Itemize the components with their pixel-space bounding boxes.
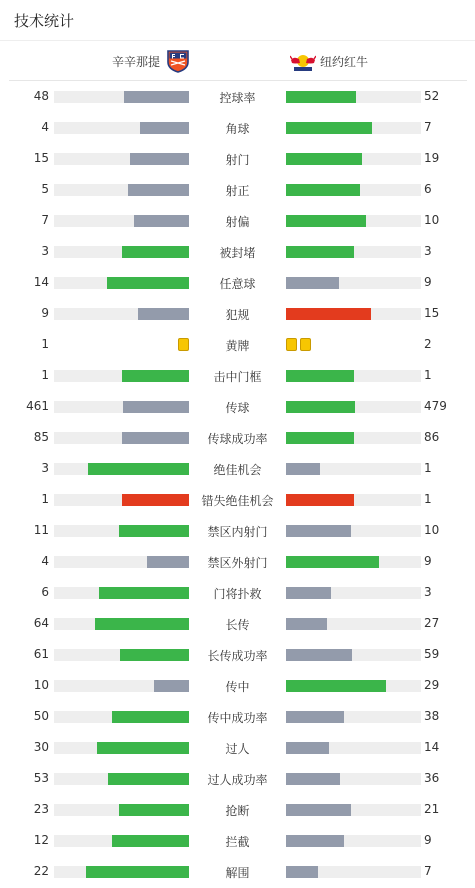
- yellow-card-icon: [300, 338, 311, 351]
- away-bar-track: [286, 277, 421, 289]
- away-bar-track: [286, 153, 421, 165]
- stats-list: [0, 81, 475, 887]
- stat-label: 长传: [225, 618, 250, 632]
- home-stat-value: 9: [41, 306, 49, 320]
- home-stat-value: 64: [33, 616, 49, 630]
- away-stat-value: 6: [424, 182, 432, 196]
- home-bar-track: [54, 153, 189, 165]
- stat-label: 射门: [225, 153, 250, 167]
- home-stat-value: 1: [41, 337, 49, 351]
- stat-label: 传球成功率: [207, 432, 268, 446]
- stat-label: 拦截: [225, 835, 250, 849]
- stat-label: 犯规: [225, 308, 250, 322]
- away-stat-value: 86: [424, 430, 440, 444]
- home-bar-track: [54, 246, 189, 258]
- home-stat-value: 7: [41, 213, 49, 227]
- home-stat-value: 1: [41, 492, 49, 506]
- away-stat-value: 21: [424, 802, 440, 816]
- away-bar-track: [286, 215, 421, 227]
- home-bar-track: [54, 742, 189, 754]
- stat-label: 传球: [225, 401, 250, 415]
- away-bar-fill: [286, 525, 351, 537]
- away-stat-value: 15: [424, 306, 440, 320]
- home-bar-fill: [122, 370, 190, 382]
- away-bar-track: [286, 587, 421, 599]
- stat-row: [0, 515, 475, 546]
- home-stat-value: 61: [33, 647, 49, 661]
- stat-row: [0, 205, 475, 236]
- away-stat-value: 9: [424, 275, 432, 289]
- away-stat-value: 10: [424, 523, 440, 537]
- home-bar-fill: [112, 835, 189, 847]
- home-bar-fill: [88, 463, 189, 475]
- away-bar-track: [286, 463, 421, 475]
- away-stat-value: 1: [424, 492, 432, 506]
- stat-row: [0, 484, 475, 515]
- away-stat-value: 479: [424, 399, 447, 413]
- home-stat-value: 15: [33, 151, 49, 165]
- stat-label: 传中成功率: [207, 711, 268, 725]
- away-bar-fill: [286, 370, 354, 382]
- away-bar-fill: [286, 463, 320, 475]
- stat-label: 门将扑救: [213, 587, 262, 601]
- home-bar-track: [54, 215, 189, 227]
- home-bar-track: [54, 711, 189, 723]
- away-stat-value: 7: [424, 120, 432, 134]
- section-header: [0, 0, 475, 41]
- home-stat-value: 30: [33, 740, 49, 754]
- home-bar-fill: [122, 432, 189, 444]
- away-bar-track: [286, 401, 421, 413]
- home-team-name: 辛辛那提: [111, 54, 160, 69]
- page-title: 技术统计: [14, 12, 75, 30]
- home-bar-fill: [120, 649, 189, 661]
- home-bar-track: [54, 277, 189, 289]
- away-team-name: 纽约红牛: [320, 54, 369, 69]
- home-stat-value: 10: [33, 678, 49, 692]
- away-bar-track: [286, 835, 421, 847]
- away-stat-value: 3: [424, 585, 432, 599]
- home-bar-fill: [107, 277, 189, 289]
- away-bar-track: [286, 432, 421, 444]
- away-stat-value: 1: [424, 368, 432, 382]
- home-bar-track: [54, 680, 189, 692]
- away-bar-fill: [286, 494, 354, 506]
- away-bar-fill: [286, 773, 340, 785]
- stat-row: [0, 81, 475, 112]
- home-stat-value: 3: [41, 244, 49, 258]
- home-stat-value: 14: [33, 275, 49, 289]
- away-bar-track: [286, 308, 421, 320]
- fc-cincinnati-crest-icon: [166, 49, 190, 73]
- home-stat-value: 53: [33, 771, 49, 785]
- home-bar-track: [54, 618, 189, 630]
- away-bar-fill: [286, 122, 372, 134]
- home-bar-fill: [119, 525, 189, 537]
- home-bar-fill: [86, 866, 189, 878]
- away-bar-track: [286, 184, 421, 196]
- home-bar-fill: [140, 122, 189, 134]
- teams-header: [9, 41, 467, 81]
- yellow-card-icon: [286, 338, 297, 351]
- away-bar-fill: [286, 618, 327, 630]
- away-bar-fill: [286, 246, 354, 258]
- home-bar-fill: [99, 587, 189, 599]
- home-bar-track: [54, 91, 189, 103]
- stat-row: [0, 391, 475, 422]
- away-stat-value: 7: [424, 864, 432, 878]
- away-bar-track: [286, 711, 421, 723]
- home-stat-value: 11: [33, 523, 49, 537]
- away-bar-track: [286, 618, 421, 630]
- home-bar-track: [54, 556, 189, 568]
- away-bar-track: [286, 494, 421, 506]
- stat-row: [0, 763, 475, 794]
- stat-label: 禁区内射门: [207, 525, 268, 539]
- home-bar-fill: [112, 711, 189, 723]
- stat-label: 击中门框: [213, 370, 262, 384]
- away-bar-track: [286, 742, 421, 754]
- home-bar-fill: [128, 184, 189, 196]
- home-stat-value: 3: [41, 461, 49, 475]
- away-bar-track: [286, 370, 421, 382]
- home-bar-track: [54, 122, 189, 134]
- home-bar-track: [54, 184, 189, 196]
- home-bar-fill: [154, 680, 189, 692]
- home-cards: [178, 338, 189, 351]
- away-bar-track: [286, 649, 421, 661]
- home-bar-track: [54, 432, 189, 444]
- stat-row: [0, 298, 475, 329]
- home-bar-track: [54, 463, 189, 475]
- ny-red-bulls-crest-icon: [290, 50, 316, 72]
- away-stat-value: 3: [424, 244, 432, 258]
- away-bar-track: [286, 556, 421, 568]
- away-bar-fill: [286, 680, 386, 692]
- stat-row: [0, 360, 475, 391]
- away-bar-track: [286, 525, 421, 537]
- home-stat-value: 12: [33, 833, 49, 847]
- away-team[interactable]: [290, 49, 368, 73]
- home-stat-value: 1: [41, 368, 49, 382]
- home-bar-fill: [138, 308, 189, 320]
- home-stat-value: 461: [26, 399, 49, 413]
- home-team[interactable]: [112, 49, 190, 73]
- stat-row: [0, 825, 475, 856]
- away-bar-fill: [286, 277, 339, 289]
- stat-row: [0, 174, 475, 205]
- home-bar-track: [54, 835, 189, 847]
- stat-label: 过人成功率: [207, 773, 268, 787]
- stat-label: 任意球: [219, 277, 256, 291]
- away-stat-value: 9: [424, 554, 432, 568]
- stat-label: 射偏: [225, 215, 250, 229]
- away-bar-fill: [286, 866, 318, 878]
- stat-row: [0, 143, 475, 174]
- home-stat-value: 50: [33, 709, 49, 723]
- away-stat-value: 14: [424, 740, 440, 754]
- home-bar-track: [54, 649, 189, 661]
- stat-label: 射正: [225, 184, 250, 198]
- stat-row: [0, 112, 475, 143]
- home-bar-fill: [122, 494, 190, 506]
- stat-row: [0, 608, 475, 639]
- home-stat-value: 4: [41, 554, 49, 568]
- away-bar-fill: [286, 649, 352, 661]
- home-stat-value: 6: [41, 585, 49, 599]
- away-stat-value: 1: [424, 461, 432, 475]
- away-bar-track: [286, 122, 421, 134]
- away-stat-value: 9: [424, 833, 432, 847]
- stat-row: [0, 453, 475, 484]
- away-stat-value: 29: [424, 678, 440, 692]
- away-bar-track: [286, 91, 421, 103]
- away-stat-value: 2: [424, 337, 432, 351]
- home-bar-fill: [147, 556, 189, 568]
- stat-row: [0, 794, 475, 825]
- away-bar-track: [286, 866, 421, 878]
- away-stat-value: 52: [424, 89, 440, 103]
- stat-row: [0, 639, 475, 670]
- home-bar-track: [54, 370, 189, 382]
- home-bar-track: [54, 308, 189, 320]
- home-bar-fill: [122, 246, 190, 258]
- home-bar-fill: [134, 215, 189, 227]
- home-bar-fill: [130, 153, 189, 165]
- home-bar-fill: [124, 91, 189, 103]
- away-bar-fill: [286, 91, 356, 103]
- stat-label: 长传成功率: [207, 649, 268, 663]
- away-bar-fill: [286, 401, 355, 413]
- stat-label: 角球: [225, 122, 250, 136]
- stat-row: [0, 422, 475, 453]
- away-stat-value: 27: [424, 616, 440, 630]
- away-bar-fill: [286, 742, 329, 754]
- away-bar-track: [286, 804, 421, 816]
- stat-row: [0, 701, 475, 732]
- stat-label: 过人: [225, 742, 250, 756]
- stat-label: 被封堵: [219, 246, 256, 260]
- away-bar-track: [286, 773, 421, 785]
- away-bar-fill: [286, 153, 362, 165]
- home-stat-value: 48: [33, 89, 49, 103]
- home-bar-track: [54, 773, 189, 785]
- home-bar-track: [54, 804, 189, 816]
- away-bar-fill: [286, 556, 379, 568]
- home-bar-track: [54, 525, 189, 537]
- home-bar-track: [54, 587, 189, 599]
- away-stat-value: 59: [424, 647, 440, 661]
- stat-row: [0, 546, 475, 577]
- stat-row: [0, 670, 475, 701]
- away-bar-fill: [286, 587, 331, 599]
- home-bar-fill: [123, 401, 189, 413]
- home-bar-fill: [119, 804, 189, 816]
- home-stat-value: 4: [41, 120, 49, 134]
- home-stat-value: 85: [33, 430, 49, 444]
- home-bar-fill: [97, 742, 189, 754]
- stat-row: [0, 577, 475, 608]
- home-stat-value: 23: [33, 802, 49, 816]
- home-stat-value: 5: [41, 182, 49, 196]
- stat-label: 解围: [225, 866, 250, 880]
- home-bar-fill: [108, 773, 189, 785]
- stat-label: 抢断: [225, 804, 250, 818]
- stat-label: 黄牌: [225, 339, 250, 353]
- stat-row: [0, 329, 475, 360]
- stat-row: [0, 236, 475, 267]
- stat-row: [0, 856, 475, 887]
- away-bar-track: [286, 680, 421, 692]
- away-stat-value: 38: [424, 709, 440, 723]
- away-cards: [286, 338, 311, 351]
- home-bar-track: [54, 401, 189, 413]
- away-bar-track: [286, 246, 421, 258]
- away-bar-fill: [286, 308, 371, 320]
- away-bar-fill: [286, 835, 344, 847]
- away-bar-fill: [286, 804, 351, 816]
- stat-label: 绝佳机会: [213, 463, 262, 477]
- home-bar-track: [54, 494, 189, 506]
- stat-label: 控球率: [219, 91, 256, 105]
- home-bar-track: [54, 866, 189, 878]
- stat-row: [0, 267, 475, 298]
- away-bar-fill: [286, 711, 344, 723]
- stat-label: 禁区外射门: [207, 556, 268, 570]
- away-stat-value: 36: [424, 771, 440, 785]
- yellow-card-icon: [178, 338, 189, 351]
- home-stat-value: 22: [33, 864, 49, 878]
- stat-row: [0, 732, 475, 763]
- stat-label: 错失绝佳机会: [201, 494, 274, 508]
- away-bar-fill: [286, 184, 360, 196]
- away-bar-fill: [286, 432, 354, 444]
- stat-label: 传中: [225, 680, 250, 694]
- away-stat-value: 19: [424, 151, 440, 165]
- home-bar-fill: [95, 618, 190, 630]
- away-bar-fill: [286, 215, 366, 227]
- away-stat-value: 10: [424, 213, 440, 227]
